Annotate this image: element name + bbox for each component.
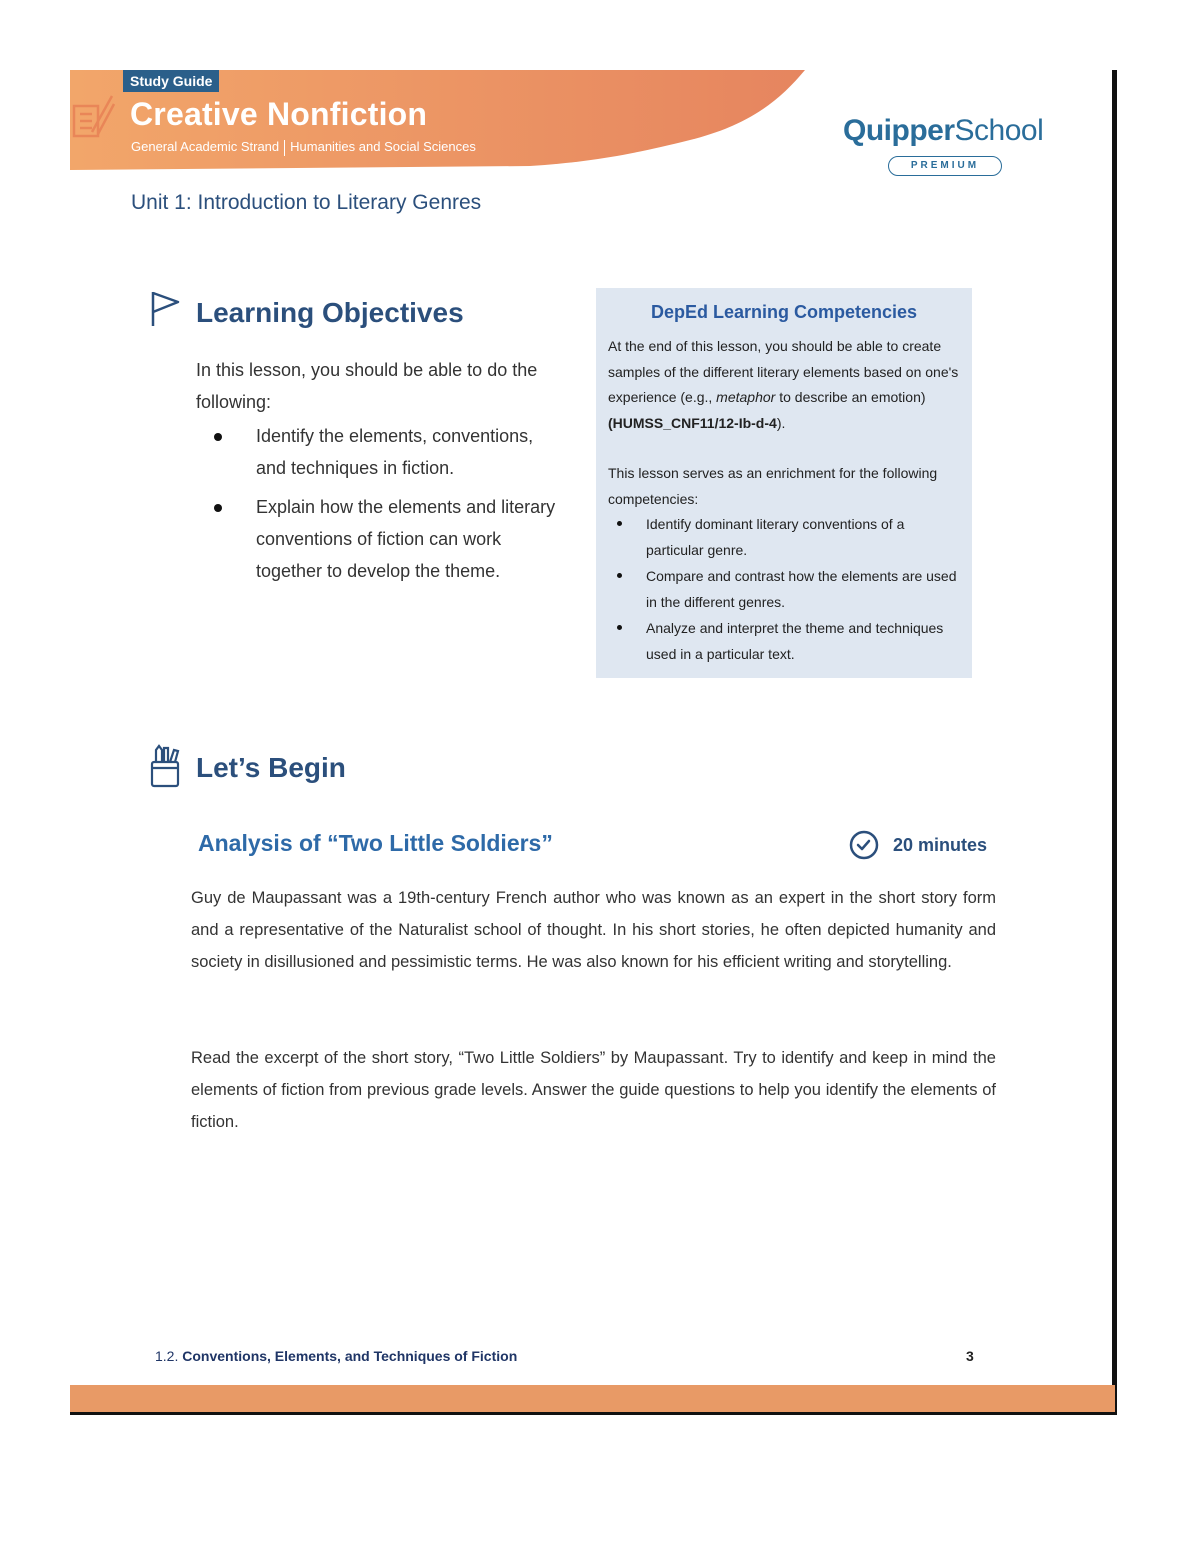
- competencies-paragraph: [608, 334, 964, 436]
- lets-begin-heading: Let’s Begin: [196, 752, 346, 783]
- competencies-enrichment: This lesson serves as an enrichment for the following competencies:: [608, 465, 938, 507]
- strand-humss: Humanities and Social Sciences: [290, 139, 476, 154]
- footer-section: [155, 1348, 517, 1364]
- footer-section-title: Conventions, Elements, and Techniques of Fiction: [182, 1348, 518, 1364]
- unit-title: Unit 1: Introduction to Literary Genres: [131, 191, 482, 214]
- premium-badge: PREMIUM: [888, 156, 1002, 176]
- strand-separator: [284, 140, 285, 156]
- activity-title: Analysis of “Two Little Soldiers”: [198, 830, 553, 856]
- footer-section-number: 1.2.: [155, 1348, 179, 1364]
- learning-objectives-heading: Learning Objectives: [196, 297, 464, 328]
- objective-item: Identify the elements, conventions, and techniques in fiction.: [256, 420, 566, 484]
- body-paragraph-1: Guy de Maupassant was a 19th-century French author who was known as an expert in the short story form and a representative of the Naturalist school of thought. In his short stories, he often depicted humanity and society in disillusioned and pessimistic terms. He was also known for his efficient writing and storytelling.: [191, 889, 996, 971]
- logo-quipper: Quipper: [843, 114, 955, 147]
- clock-icon: [848, 829, 880, 861]
- competencies-list: [646, 511, 962, 667]
- quipper-logo: [843, 114, 1043, 148]
- logo-school: School: [954, 114, 1044, 147]
- objective-item: Explain how the elements and literary conventions of fiction can work together to develop the theme.: [256, 491, 566, 587]
- competencies-heading: DepEd Learning Competencies: [650, 302, 918, 322]
- strand-line: [131, 139, 476, 156]
- body-paragraph-2: Read the excerpt of the short story, “Two Little Soldiers” by Maupassant. Try to identify and keep in mind the elements of fiction from previous grade levels. Answer the guide questions to help you identify the elements of fiction.: [191, 1049, 996, 1131]
- page-number: 3: [966, 1348, 974, 1364]
- footer-bar: [70, 1385, 1115, 1415]
- competency-item: Compare and contrast how the elements are used in the different genres.: [646, 563, 962, 615]
- competencies-text: At the end of this lesson, you should be able to create samples of the different literary elements based on one's experience (e.g.,: [608, 338, 959, 405]
- page-edge: [1112, 70, 1117, 1415]
- study-guide-badge: Study Guide: [123, 70, 219, 92]
- competencies-italic: metaphor: [716, 389, 776, 405]
- book-pencil-icon: [72, 92, 116, 144]
- learning-objectives-list: [256, 420, 566, 594]
- competencies-text: ).: [776, 414, 786, 431]
- competencies-box: [596, 288, 972, 678]
- activity-duration: 20 minutes: [893, 835, 988, 855]
- competency-item: Analyze and interpret the theme and techniques used in a particular text.: [646, 615, 962, 667]
- course-title: Creative Nonfiction: [130, 96, 428, 132]
- learning-objectives-intro: In this lesson, you should be able to do the following:: [196, 360, 538, 412]
- strand-academic: General Academic Strand: [131, 139, 280, 154]
- flag-icon: [150, 290, 182, 328]
- competency-item: Identify dominant literary conventions of a particular genre.: [646, 511, 962, 563]
- competency-code: (HUMSS_CNF11/12-Ib-d-4: [608, 414, 777, 431]
- competencies-text: to describe an emotion): [775, 389, 926, 405]
- pencil-cup-icon: [148, 744, 184, 788]
